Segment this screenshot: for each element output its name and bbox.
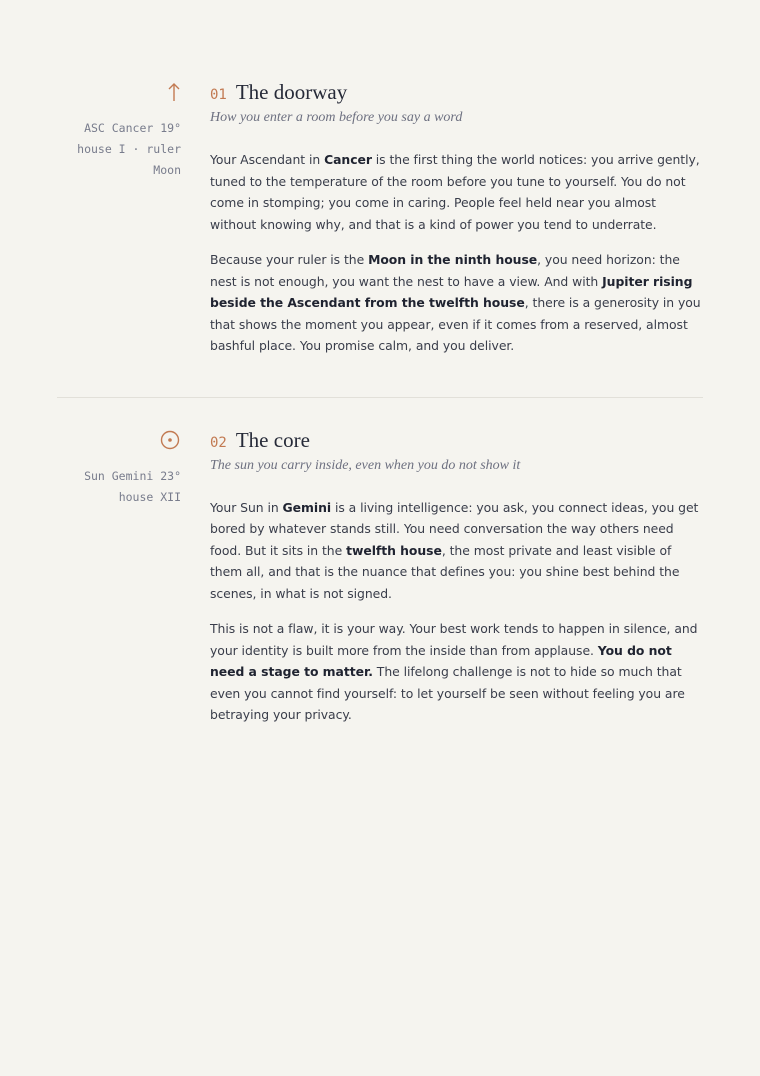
meta-line: Moon	[153, 163, 181, 177]
section-paragraph: Your Sun in Gemini is a living intelligence: you ask, you connect ideas, you get bored by whatever stands still. You need conversation the way others need food. But it sits in the twelfth house, the most private and least visible of them all, and that is the nuance that defines you: you shine best behind the scenes, in what is not signed.	[210, 499, 699, 601]
sun-icon-svg	[159, 429, 181, 451]
emphasis: Cancer	[324, 152, 372, 167]
section-core	[57, 398, 703, 726]
reading-page	[57, 0, 703, 726]
section-doorway	[57, 0, 703, 397]
meta-line: house I · ruler	[77, 142, 181, 156]
arrow-up-icon	[57, 78, 181, 106]
section-aside	[57, 78, 181, 181]
section-subtitle: How you enter a room before you say a word	[210, 110, 463, 125]
arrow-up-icon-svg	[167, 81, 181, 103]
meta-line: Sun Gemini 23°	[84, 468, 181, 483]
section-paragraph: Because your ruler is the Moon in the ninth house, you need horizon: the nest is not enough, you want the nest to have a view. And with Jupiter rising beside the Ascendant from the twelfth house, there is a generosity in you that shows the moment you appear, even if it comes from a reserved, almost bashful place. You promise calm, and you deliver.	[210, 252, 701, 353]
meta-line: ASC Cancer 19°	[84, 121, 181, 135]
section-title: The core	[235, 427, 310, 452]
section-subtitle: The sun you carry inside, even when you do not show it	[210, 457, 521, 473]
section-paragraph: Your Ascendant in Cancer is the first thing the world notices: you arrive gently, tuned to the temperature of the room before you tune to yourself. You do not come in stomping; you come in caring. People feel held near you almost without knowing why, and that is a kind of power you tend to underrate.	[210, 152, 700, 232]
sun-icon	[57, 426, 181, 454]
emphasis: Jupiter rising beside the Ascendant from the twelfth house	[210, 273, 693, 310]
section-paragraph: This is not a flaw, it is your way. Your best work tends to happen in silence, and your identity is built more from the inside than from applause. You do not need a stage to matter. The lifelong challenge is not to hide so much that even you cannot find yourself: to let yourself be seen without feeling you are betraying your privacy.	[210, 621, 698, 722]
section-content	[210, 426, 703, 726]
section-number: 01	[210, 87, 227, 103]
meta-line: house XII	[118, 489, 181, 504]
section-heading	[210, 78, 703, 106]
section-content	[210, 78, 703, 357]
chart-placement-meta	[57, 466, 181, 508]
section-heading	[210, 426, 703, 454]
chart-placement-meta	[57, 118, 181, 181]
section-aside	[57, 426, 181, 508]
emphasis: twelfth house	[346, 542, 442, 558]
section-title: The doorway	[235, 80, 348, 104]
emphasis: Gemini	[282, 499, 332, 515]
emphasis: Moon in the ninth house	[368, 252, 538, 267]
emphasis: You do not need a stage to matter.	[210, 642, 672, 679]
section-number: 02	[210, 434, 227, 451]
